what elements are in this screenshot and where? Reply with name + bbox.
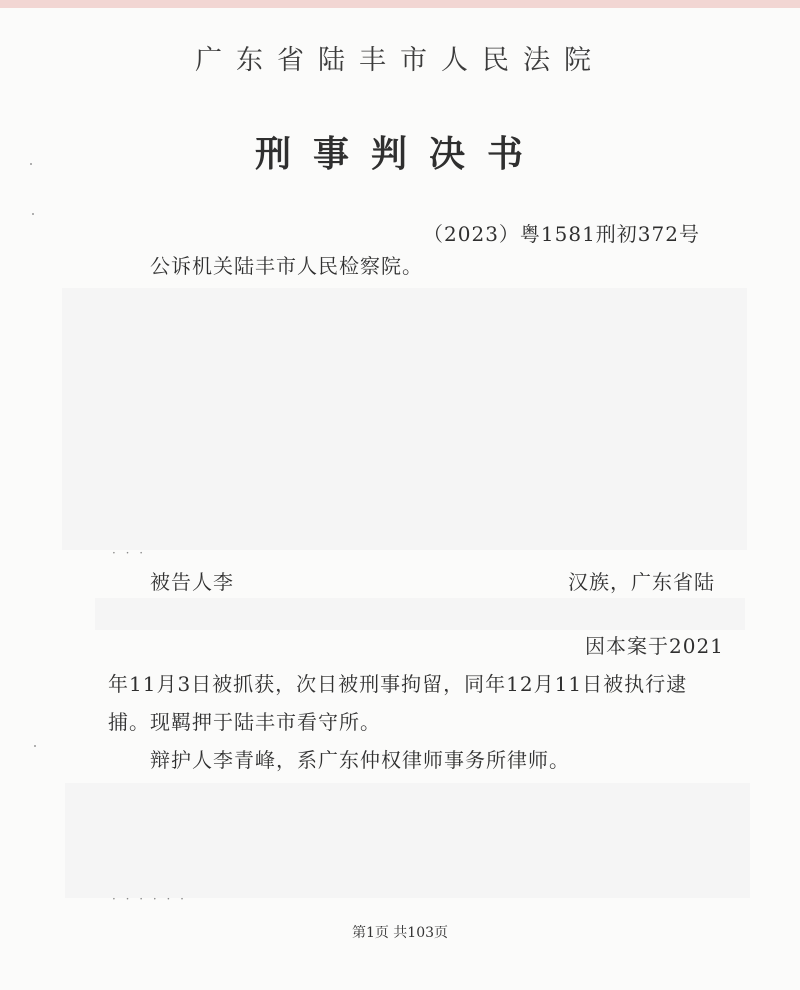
redaction-residue: · · · · · · (112, 892, 187, 906)
custody-line-2: 捕。现羁押于陆丰市看守所。 (108, 710, 381, 734)
defendant-line-start: 被告人李 (150, 570, 234, 594)
redacted-block (62, 288, 747, 550)
page-footer: 第1页 共103页 (351, 925, 449, 941)
custody-line-1: 年11月3日被抓获，次日被刑事拘留，同年12月11日被执行逮 (108, 672, 688, 696)
defendant-line-end: 汉族，广东省陆 (568, 570, 715, 594)
case-detail-start: 因本案于2021 (585, 634, 724, 658)
scan-speck (30, 163, 32, 165)
top-edge-band (0, 0, 800, 8)
prosecutor-line: 公诉机关陆丰市人民检察院。 (150, 254, 423, 278)
document-page (0, 8, 800, 990)
defense-counsel-line: 辩护人李青峰，系广东仲权律师事务所律师。 (150, 748, 570, 772)
scan-speck (34, 745, 36, 747)
scan-speck (32, 213, 34, 215)
redacted-block (65, 783, 750, 898)
court-name: 广东省陆丰市人民法院 (195, 45, 605, 76)
case-number: （2023）粤1581刑初372号 (423, 222, 700, 246)
redaction-residue: · · · (112, 546, 147, 560)
document-title: 刑事判决书 (254, 134, 545, 175)
redacted-block (95, 598, 745, 630)
